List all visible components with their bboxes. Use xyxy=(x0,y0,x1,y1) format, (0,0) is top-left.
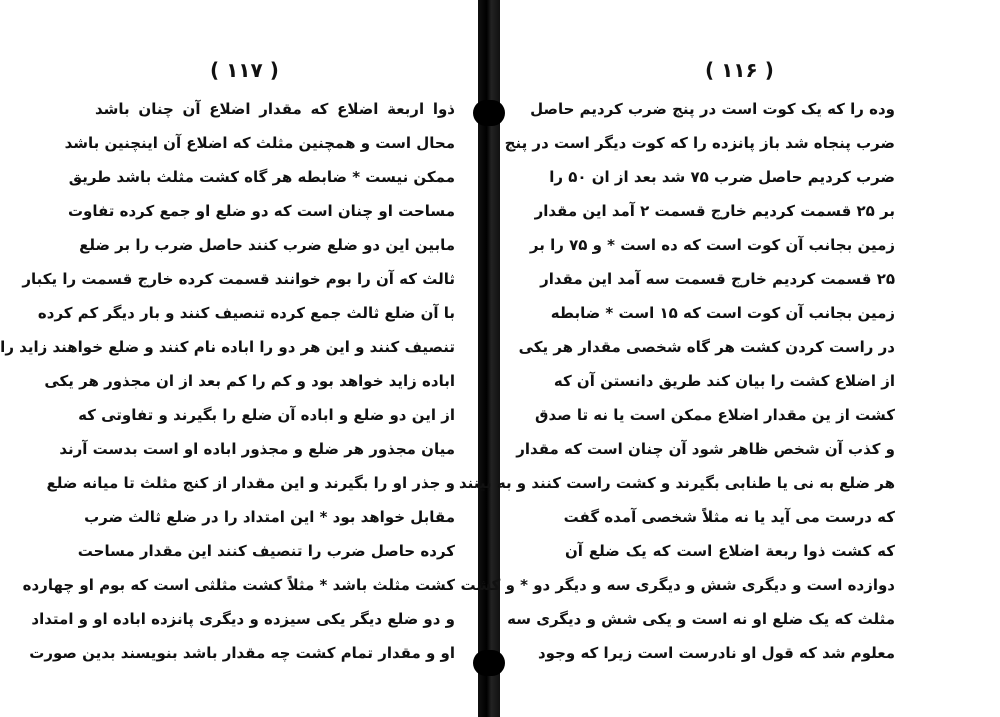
text-line: و جذر او را بگیرند و این مقدار از کنج مثلث تا میانه ضلع xyxy=(46,474,455,492)
left-page-text xyxy=(0,92,455,670)
text-line: مابین این دو ضلع ضرب کنند حاصل ضرب را بر ضلع xyxy=(79,236,455,254)
text-line: معلوم شد که قول او نادرست است زیرا که وجود xyxy=(537,644,895,662)
text-line: تنصیف کنند و این هر دو را اباده نام کنند و ضلع خواهند زاید را xyxy=(0,338,455,356)
text-line: بر ۲۵ قسمت کردیم خارج قسمت ۲ آمد این مقدار xyxy=(534,202,895,220)
right-page-text xyxy=(458,92,895,670)
text-line: ذوا اربعة اضلاع که مقدار اضلاع آن چنان باشد xyxy=(95,100,455,118)
text-line: و دو ضلع دیگر یکی سیزده و دیگری پانزده اباده او و امتداد xyxy=(31,610,455,628)
text-line: از این دو ضلع و اباده آن ضلع را بگیرند و تفاوتی که xyxy=(78,406,455,424)
text-line: او و مقدار تمام کشت چه مقدار باشد بنویسند بدین صورت xyxy=(29,644,455,662)
page-number-left: ( ۱۱۷ ) xyxy=(210,58,279,82)
text-line: زمین بجانب آن کوت است که ده است * و ۷۵ را بر xyxy=(529,236,895,254)
text-line: که درست می آید یا نه مثلاً شخصی آمده گفت xyxy=(563,508,895,526)
right-page xyxy=(458,0,1000,717)
text-line: کشت مثلث باشد * مثلاً کشت مثلثی است که بوم او چهارده xyxy=(22,576,455,594)
text-line: که کشت ذوا ربعة اضلاع است که یک ضلع آن xyxy=(565,542,895,560)
text-line: کشت از ین مقدار اضلاع ممکن است یا نه تا صدق xyxy=(535,406,895,424)
text-line: ضرب پنجاه شد باز پانزده را که کوت دیگر است در پنج xyxy=(504,134,895,152)
text-line: هر ضلع به نی یا طنابی بگیرند و کشت راست کنند و به بینند xyxy=(458,474,895,492)
page-number-right: ( ۱۱۶ ) xyxy=(705,58,774,82)
text-line: با آن ضلع ثالث جمع کرده تنصیف کنند و بار دیگر کم کرده xyxy=(37,304,455,322)
gutter-binding-mark xyxy=(473,100,505,126)
text-line: اباده زاید خواهد بود و کم را کم بعد از ان مجذور هر یکی xyxy=(44,372,455,390)
left-page xyxy=(0,0,475,717)
text-line: زمین بجانب آن کوت است که ۱۵ است * ضابطه xyxy=(550,304,895,322)
gutter-binding-mark xyxy=(473,650,505,676)
text-line: مثلث که یک ضلع او نه است و یکی شش و دیگری سه xyxy=(507,610,895,628)
text-line: ۲۵ قسمت کردیم خارج قسمت سه آمد این مقدار xyxy=(540,270,895,288)
text-line: از اضلاع کشت را بیان کند طریق دانستن آن که xyxy=(553,372,895,390)
text-line: دوازده است و دیگری شش و دیگری سه و دیگر دو * و کشت xyxy=(460,576,895,594)
text-line: مساحت او چنان است که دو ضلع او جمع کرده تفاوت xyxy=(67,202,455,220)
book-gutter xyxy=(478,0,500,717)
text-line: وده را که یک کوت است در پنج ضرب کردیم حاصل xyxy=(530,100,895,118)
text-line: محال است و همچنین مثلث که اضلاع آن اینچنین باشد xyxy=(64,134,455,152)
text-line: میان مجذور هر ضلع و مجذور اباده او است بدست آرند xyxy=(59,440,455,458)
text-line: در راست کردن کشت هر گاه شخصی مقدار هر یکی xyxy=(518,338,895,356)
text-line: ضرب کردیم حاصل ضرب ۷۵ شد بعد از ان ۵۰ را xyxy=(549,168,895,186)
text-line: ممکن نیست * ضابطه هر گاه کشت مثلث باشد طریق xyxy=(68,168,455,186)
text-line: مقابل خواهد بود * این امتداد را در ضلع ثالث ضرب xyxy=(84,508,455,526)
text-line: کرده حاصل ضرب را تنصیف کنند این مقدار مساحت xyxy=(77,542,455,560)
text-line: ثالث که آن را بوم خوانند قسمت کرده خارج قسمت را یکبار xyxy=(22,270,455,288)
text-line: و کذب آن شخص ظاهر شود آن چنان است که مقدار xyxy=(516,440,895,458)
